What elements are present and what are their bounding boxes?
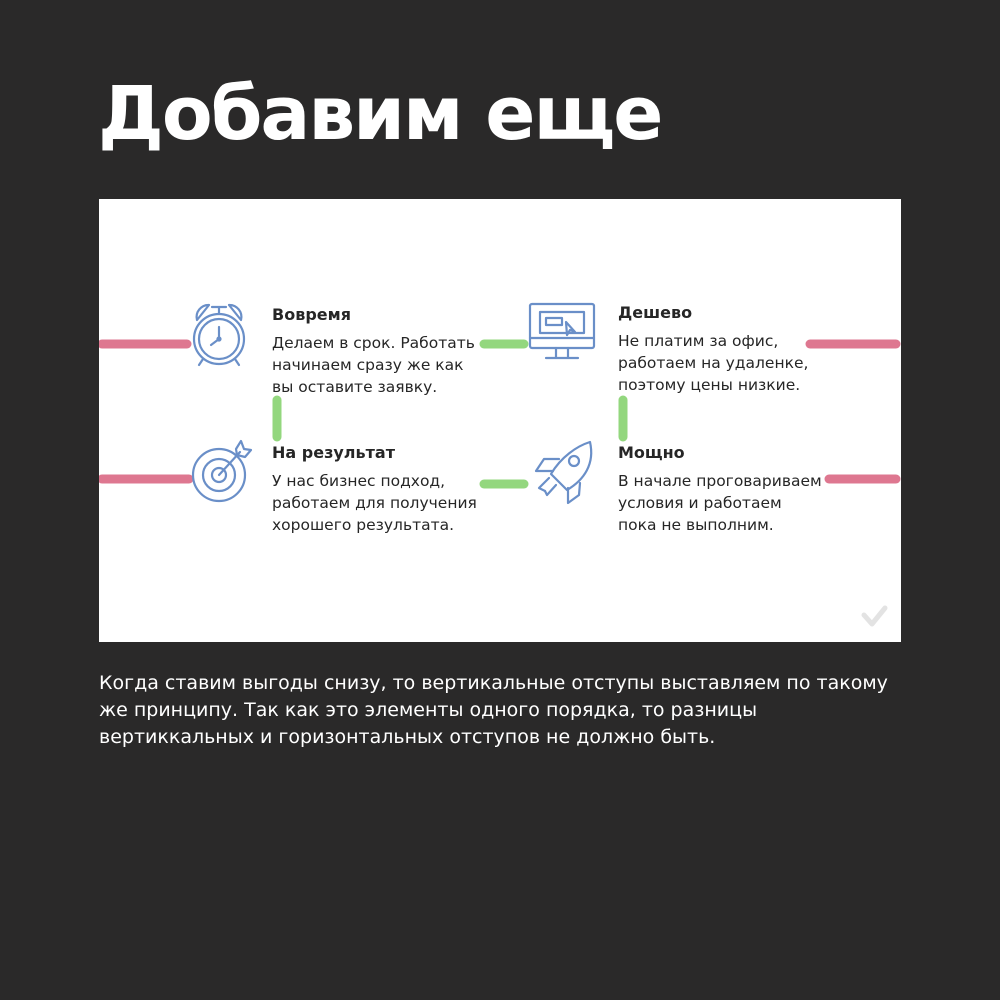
feature-text-result: У нас бизнес подход, работаем для получения хорошего результата. xyxy=(272,472,477,534)
monitor-icon xyxy=(530,304,594,358)
spacing-guides xyxy=(99,199,901,642)
feature-title-on-time: Вовремя xyxy=(272,305,351,324)
feature-title-powerful: Мощно xyxy=(618,443,685,462)
page-title: Добавим еще xyxy=(98,71,662,157)
rocket-icon xyxy=(536,442,591,503)
alarm-clock-icon xyxy=(194,305,244,365)
slide-description: Когда ставим выгоды снизу, то вертикальные отступы выставляем по такому же принципу. Так как это элементы одного порядка, то разницы вертиккальных и горизонтальных отступов не должно быть. xyxy=(99,672,888,748)
feature-text-on-time: Делаем в срок. Работать начинаем сразу же как вы оставите заявку. xyxy=(272,334,475,396)
check-icon xyxy=(864,608,885,624)
feature-title-result: На результат xyxy=(272,443,395,462)
target-icon xyxy=(193,441,251,501)
feature-text-cheap: Не платим за офис, работаем на удаленке, поэтому цены низкие. xyxy=(618,332,809,394)
feature-text-powerful: В начале проговариваем условия и работаем пока не выполним. xyxy=(618,472,822,534)
feature-title-cheap: Дешево xyxy=(618,303,693,322)
benefits-layout-card xyxy=(99,199,901,642)
